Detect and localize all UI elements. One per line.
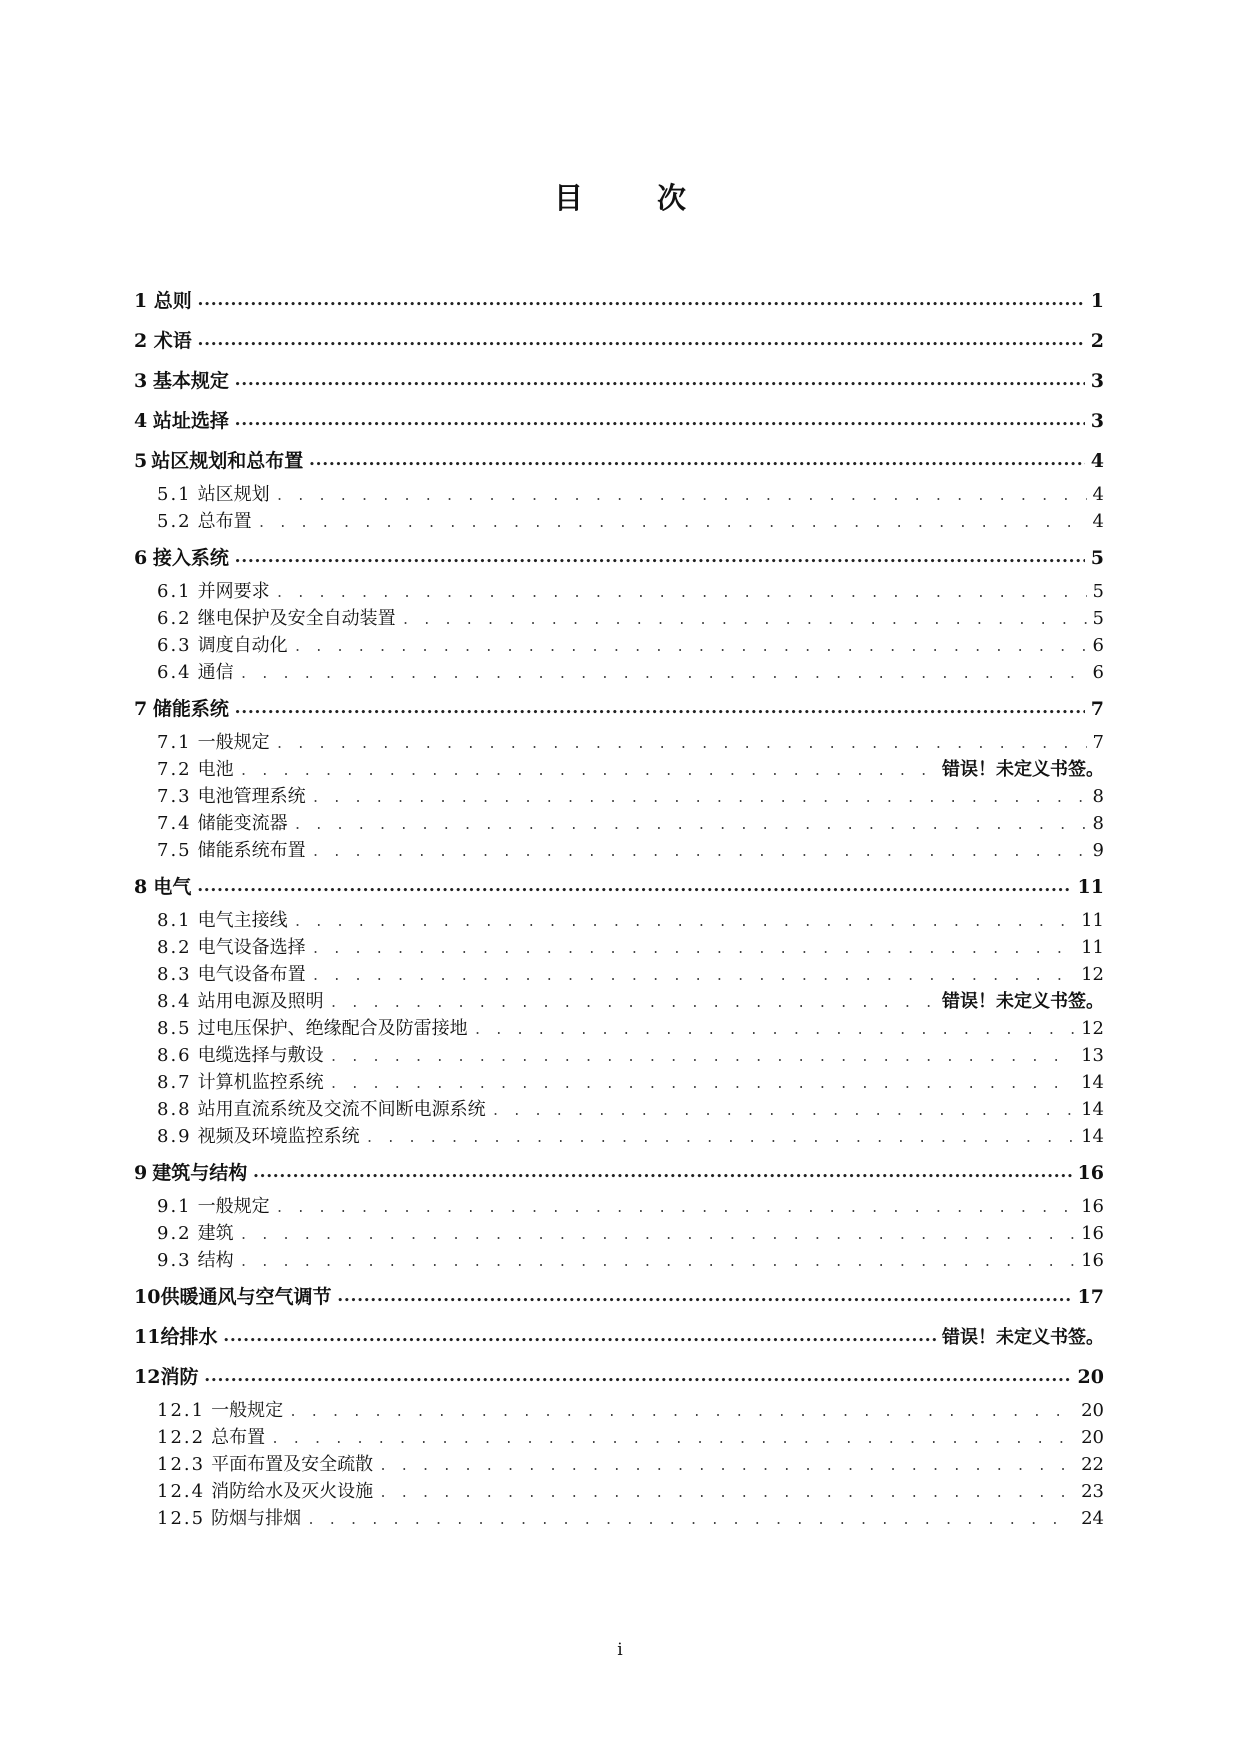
toc-section-entry[interactable] <box>134 1042 1104 1069</box>
dot-leader <box>330 1044 1075 1069</box>
toc-entry-title: 调度自动化 <box>197 635 288 656</box>
toc-entry-title: 视频及环境监控系统 <box>197 1126 360 1147</box>
toc-entry-title: 电气 <box>153 876 192 898</box>
toc-chapter-entry[interactable] <box>134 1277 1104 1317</box>
toc-entry-number: 12.3 <box>157 1454 206 1475</box>
toc-entry-number: 6.1 <box>157 581 192 602</box>
toc-entry-title: 术语 <box>153 330 192 352</box>
toc-section-entry[interactable] <box>134 578 1104 605</box>
toc-section-entry[interactable] <box>134 1096 1104 1123</box>
toc-section-entry[interactable] <box>134 605 1104 632</box>
dot-leader <box>294 812 1087 837</box>
toc-entry-page: 13 <box>1081 1045 1104 1066</box>
toc-section-entry[interactable] <box>134 1478 1104 1505</box>
toc-entry-page: 错误！未定义书签。 <box>942 1327 1104 1348</box>
toc-chapter-entry[interactable] <box>134 1317 1104 1357</box>
toc-section-entry[interactable] <box>134 783 1104 810</box>
dot-leader <box>258 510 1087 535</box>
dot-leader <box>204 1357 1071 1397</box>
toc-entry-page: 6 <box>1092 635 1104 656</box>
toc-section-entry[interactable] <box>134 1069 1104 1096</box>
toc-chapter-entry[interactable] <box>134 401 1104 441</box>
toc-entry-number: 6.4 <box>157 662 192 683</box>
toc-entry-title: 电池 <box>197 759 234 780</box>
toc-entry-page: 20 <box>1081 1427 1104 1448</box>
toc-section-entry[interactable] <box>134 1193 1104 1220</box>
toc-entry-number: 9.3 <box>157 1250 192 1271</box>
toc-section-entry[interactable] <box>134 729 1104 756</box>
dot-leader <box>307 1507 1075 1532</box>
toc-entry-page: 4 <box>1092 484 1104 505</box>
toc-section-entry[interactable] <box>134 907 1104 934</box>
toc-entry-number: 7.3 <box>157 786 192 807</box>
toc-entry-title: 站用电源及照明 <box>197 991 324 1012</box>
table-of-contents <box>134 281 1104 1532</box>
toc-section-entry[interactable] <box>134 1247 1104 1274</box>
toc-entry-number: 6 <box>134 547 148 569</box>
toc-entry-page: 11 <box>1081 910 1104 931</box>
toc-section-entry[interactable] <box>134 988 1104 1015</box>
toc-chapter-entry[interactable] <box>134 441 1104 481</box>
toc-entry-number: 8 <box>134 876 148 898</box>
toc-entry-page: 6 <box>1092 662 1104 683</box>
toc-entry-title: 一般规定 <box>211 1400 284 1421</box>
toc-entry-title: 给排水 <box>160 1326 218 1348</box>
toc-chapter-entry[interactable] <box>134 361 1104 401</box>
toc-entry-number: 8.6 <box>157 1045 192 1066</box>
dot-leader <box>235 689 1085 729</box>
toc-entry-title: 并网要求 <box>197 581 270 602</box>
toc-entry-title: 一般规定 <box>197 1196 270 1217</box>
toc-entry-number: 7.5 <box>157 840 192 861</box>
toc-entry-title: 通信 <box>197 662 234 683</box>
dot-leader <box>289 1399 1075 1424</box>
toc-entry-page: 7 <box>1092 732 1104 753</box>
toc-entry-number: 6.2 <box>157 608 192 629</box>
dot-leader <box>309 441 1085 481</box>
toc-entry-title: 电气设备布置 <box>197 964 306 985</box>
toc-section-entry[interactable] <box>134 1505 1104 1532</box>
toc-entry-page: 12 <box>1081 964 1104 985</box>
toc-entry-title: 建筑与结构 <box>152 1162 248 1184</box>
toc-entry-number: 10 <box>134 1286 161 1308</box>
toc-entry-title: 站用直流系统及交流不间断电源系统 <box>197 1099 486 1120</box>
toc-entry-page: 16 <box>1077 1162 1104 1184</box>
toc-entry-page: 8 <box>1092 786 1104 807</box>
toc-entry-number: 8.3 <box>157 964 192 985</box>
toc-entry-page: 1 <box>1090 290 1104 312</box>
toc-entry-number: 12.1 <box>157 1400 206 1421</box>
toc-entry-title: 消防 <box>160 1366 199 1388</box>
toc-entry-number: 7.2 <box>157 759 192 780</box>
toc-section-entry[interactable] <box>134 1123 1104 1150</box>
toc-entry-page: 5 <box>1090 547 1104 569</box>
toc-entry-number: 12 <box>134 1366 161 1388</box>
toc-section-entry[interactable] <box>134 1424 1104 1451</box>
dot-leader <box>312 785 1087 810</box>
toc-entry-number: 9 <box>134 1162 148 1184</box>
toc-entry-number: 8.8 <box>157 1099 192 1120</box>
toc-entry-title: 总布置 <box>197 511 252 532</box>
toc-entry-number: 7.1 <box>157 732 192 753</box>
toc-entry-title: 防烟与排烟 <box>211 1508 302 1529</box>
toc-entry-number: 5 <box>134 450 148 472</box>
toc-entry-number: 6.3 <box>157 635 192 656</box>
toc-chapter-entry[interactable] <box>134 689 1104 729</box>
toc-entry-title: 建筑 <box>197 1223 234 1244</box>
toc-entry-title: 储能系统 <box>152 698 229 720</box>
toc-section-entry[interactable] <box>134 481 1104 508</box>
toc-section-entry[interactable] <box>134 632 1104 659</box>
toc-entry-number: 8.9 <box>157 1126 192 1147</box>
toc-entry-title: 计算机监控系统 <box>197 1072 324 1093</box>
toc-section-entry[interactable] <box>134 810 1104 837</box>
toc-section-entry[interactable] <box>134 837 1104 864</box>
dot-leader <box>240 661 1087 686</box>
toc-entry-number: 12.4 <box>157 1481 206 1502</box>
toc-chapter-entry[interactable] <box>134 867 1104 907</box>
dot-leader <box>271 1426 1075 1451</box>
toc-section-entry[interactable] <box>134 756 1104 783</box>
toc-entry-page: 12 <box>1081 1018 1104 1039</box>
toc-entry-page: 16 <box>1081 1223 1104 1244</box>
toc-entry-page: 错误！未定义书签。 <box>942 759 1104 780</box>
toc-entry-page: 8 <box>1092 813 1104 834</box>
toc-entry-page: 11 <box>1081 937 1104 958</box>
dot-leader <box>276 1195 1075 1220</box>
toc-entry-page: 11 <box>1077 876 1104 898</box>
toc-entry-page: 3 <box>1090 370 1104 392</box>
toc-entry-title: 总则 <box>153 290 192 312</box>
toc-entry-page: 9 <box>1092 840 1104 861</box>
toc-entry-title: 站址选择 <box>152 410 229 432</box>
toc-entry-number: 11 <box>134 1326 161 1348</box>
toc-entry-title: 站区规划 <box>197 484 270 505</box>
toc-entry-title: 电缆选择与敷设 <box>197 1045 324 1066</box>
toc-chapter-entry[interactable] <box>134 1153 1104 1193</box>
toc-entry-number: 9.2 <box>157 1223 192 1244</box>
toc-entry-page: 20 <box>1077 1366 1104 1388</box>
dot-leader <box>312 839 1087 864</box>
dot-leader <box>294 909 1075 934</box>
toc-entry-page: 14 <box>1081 1072 1104 1093</box>
dot-leader <box>294 634 1087 659</box>
toc-entry-number: 8.2 <box>157 937 192 958</box>
dot-leader <box>198 321 1085 361</box>
toc-entry-page: 20 <box>1081 1400 1104 1421</box>
toc-entry-page: 2 <box>1090 330 1104 352</box>
toc-entry-page: 错误！未定义书签。 <box>942 991 1104 1012</box>
toc-entry-page: 16 <box>1081 1250 1104 1271</box>
toc-entry-title: 消防给水及灭火设施 <box>211 1481 374 1502</box>
dot-leader <box>379 1453 1075 1478</box>
toc-entry-number: 5.1 <box>157 484 192 505</box>
toc-entry-page: 4 <box>1090 450 1104 472</box>
dot-leader <box>366 1125 1075 1150</box>
toc-entry-page: 7 <box>1090 698 1104 720</box>
toc-entry-page: 16 <box>1081 1196 1104 1217</box>
toc-chapter-entry[interactable] <box>134 538 1104 578</box>
dot-leader <box>223 1317 936 1357</box>
toc-entry-title: 一般规定 <box>197 732 270 753</box>
toc-section-entry[interactable] <box>134 1397 1104 1424</box>
toc-entry-page: 17 <box>1077 1286 1104 1308</box>
dot-leader <box>235 361 1085 401</box>
toc-section-entry[interactable] <box>134 961 1104 988</box>
toc-section-entry[interactable] <box>134 934 1104 961</box>
toc-chapter-entry[interactable] <box>134 1357 1104 1397</box>
toc-entry-title: 电池管理系统 <box>197 786 306 807</box>
toc-entry-number: 8.1 <box>157 910 192 931</box>
dot-leader <box>474 1017 1075 1042</box>
dot-leader <box>402 607 1087 632</box>
toc-entry-title: 储能系统布置 <box>197 840 306 861</box>
toc-section-entry[interactable] <box>134 508 1104 535</box>
toc-entry-page: 4 <box>1092 511 1104 532</box>
toc-entry-number: 7.4 <box>157 813 192 834</box>
dot-leader <box>276 731 1087 756</box>
toc-entry-title: 站区规划和总布置 <box>151 450 304 472</box>
toc-entry-page: 24 <box>1081 1508 1104 1529</box>
toc-entry-page: 22 <box>1081 1454 1104 1475</box>
toc-entry-title: 电气设备选择 <box>197 937 306 958</box>
dot-leader <box>379 1480 1075 1505</box>
toc-entry-number: 9.1 <box>157 1196 192 1217</box>
toc-entry-number: 2 <box>134 330 148 352</box>
dot-leader <box>312 936 1075 961</box>
dot-leader <box>240 1249 1075 1274</box>
toc-entry-page: 14 <box>1081 1099 1104 1120</box>
dot-leader <box>240 1222 1075 1247</box>
toc-entry-number: 1 <box>134 290 148 312</box>
dot-leader <box>330 1071 1075 1096</box>
toc-entry-page: 3 <box>1090 410 1104 432</box>
toc-entry-title: 过电压保护、绝缘配合及防雷接地 <box>197 1018 468 1039</box>
toc-entry-title: 电气主接线 <box>197 910 288 931</box>
dot-leader <box>330 990 936 1015</box>
toc-entry-title: 继电保护及安全自动装置 <box>197 608 396 629</box>
toc-entry-title: 基本规定 <box>152 370 229 392</box>
toc-entry-title: 平面布置及安全疏散 <box>211 1454 374 1475</box>
dot-leader <box>197 867 1071 907</box>
toc-entry-number: 12.2 <box>157 1427 206 1448</box>
toc-entry-number: 3 <box>134 370 148 392</box>
toc-chapter-entry[interactable] <box>134 281 1104 321</box>
dot-leader <box>312 963 1075 988</box>
page-number: i <box>617 1640 623 1660</box>
dot-leader <box>337 1277 1071 1317</box>
toc-entry-number: 4 <box>134 410 148 432</box>
toc-entry-page: 23 <box>1081 1481 1104 1502</box>
toc-entry-number: 8.4 <box>157 991 192 1012</box>
toc-heading: 目 次 <box>553 181 719 215</box>
toc-entry-page: 5 <box>1092 608 1104 629</box>
toc-entry-page: 5 <box>1092 581 1104 602</box>
toc-section-entry[interactable] <box>134 1015 1104 1042</box>
toc-chapter-entry[interactable] <box>134 321 1104 361</box>
toc-entry-number: 5.2 <box>157 511 192 532</box>
dot-leader <box>253 1153 1071 1193</box>
toc-entry-title: 总布置 <box>211 1427 266 1448</box>
dot-leader <box>276 580 1087 605</box>
dot-leader <box>492 1098 1075 1123</box>
dot-leader <box>276 483 1087 508</box>
toc-entry-title: 储能变流器 <box>197 813 288 834</box>
toc-entry-title: 接入系统 <box>152 547 229 569</box>
toc-section-entry[interactable] <box>134 1220 1104 1247</box>
toc-entry-number: 12.5 <box>157 1508 206 1529</box>
toc-entry-number: 8.5 <box>157 1018 192 1039</box>
toc-entry-page: 14 <box>1081 1126 1104 1147</box>
toc-section-entry[interactable] <box>134 659 1104 686</box>
dot-leader <box>235 401 1085 441</box>
toc-entry-title: 供暖通风与空气调节 <box>160 1286 332 1308</box>
dot-leader <box>240 758 936 783</box>
toc-entry-number: 8.7 <box>157 1072 192 1093</box>
toc-entry-title: 结构 <box>197 1250 234 1271</box>
dot-leader <box>198 281 1085 321</box>
dot-leader <box>235 538 1085 578</box>
toc-entry-number: 7 <box>134 698 148 720</box>
toc-section-entry[interactable] <box>134 1451 1104 1478</box>
